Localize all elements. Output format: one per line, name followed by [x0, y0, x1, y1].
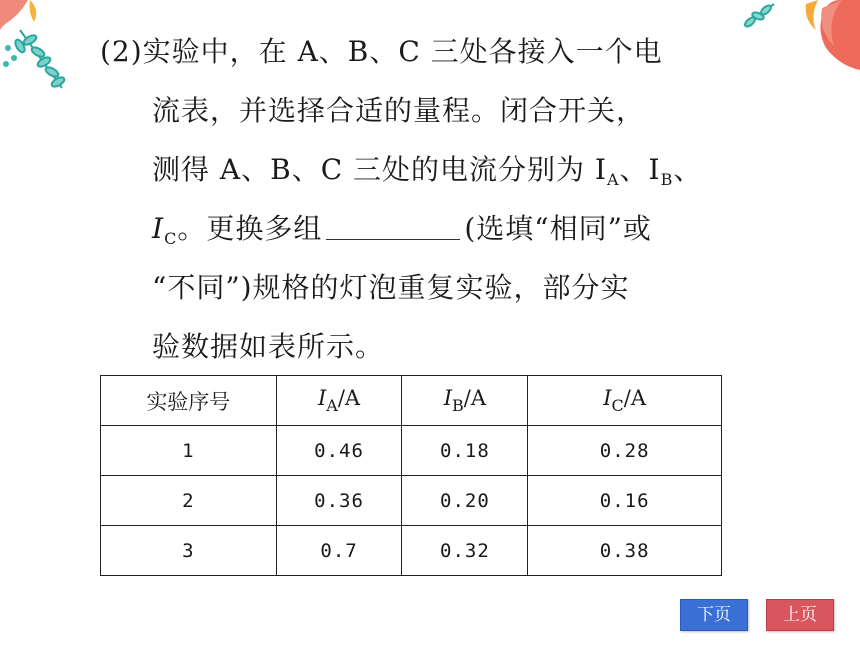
- table-cell: 0.46: [276, 426, 402, 476]
- table-cell: 0.20: [402, 476, 528, 526]
- answer-blank[interactable]: [326, 213, 460, 240]
- previous-page-button[interactable]: 上页: [766, 599, 834, 631]
- leaf-decoration-icon: [0, 0, 80, 95]
- data-table: [100, 375, 722, 576]
- table-cell: 0.38: [528, 526, 722, 576]
- table-cell: 0.18: [402, 426, 528, 476]
- header-current-a: $I_A/A$: [276, 376, 402, 426]
- header-current-c: $I_C/A$: [528, 376, 722, 426]
- table-row: [101, 526, 722, 576]
- table-row: [101, 476, 722, 526]
- flower-decoration-icon: [730, 0, 860, 75]
- table-cell: 0.16: [528, 476, 722, 526]
- table-cell: 0.7: [276, 526, 402, 576]
- table-header-row: [101, 376, 722, 426]
- question-line-4: $I_C$。更换多组 (选填“相同”或: [152, 212, 652, 248]
- header-trial-number: 实验序号: [101, 376, 277, 426]
- question-line-6: 验数据如表所示。: [152, 330, 385, 363]
- table-cell: 0.36: [276, 476, 402, 526]
- table-cell: 1: [101, 426, 277, 476]
- table-cell: 2: [101, 476, 277, 526]
- table-row: [101, 426, 722, 476]
- table-cell: 0.28: [528, 426, 722, 476]
- question-line-5: “不同”)规格的灯泡重复实验，部分实: [152, 271, 630, 304]
- question-line-1: (2)实验中，在 A、B、C 三处各接入一个电: [100, 35, 663, 68]
- header-current-b: $I_B/A$: [402, 376, 528, 426]
- next-page-button[interactable]: 下页: [680, 599, 748, 631]
- table-cell: 3: [101, 526, 277, 576]
- table-cell: 0.32: [402, 526, 528, 576]
- question-line-2: 流表，并选择合适的量程。闭合开关，: [152, 94, 646, 127]
- question-text: [100, 22, 740, 376]
- question-line-3: 测得 A、B、C 三处的电流分别为 $I_A$、$I_B$、: [152, 153, 703, 189]
